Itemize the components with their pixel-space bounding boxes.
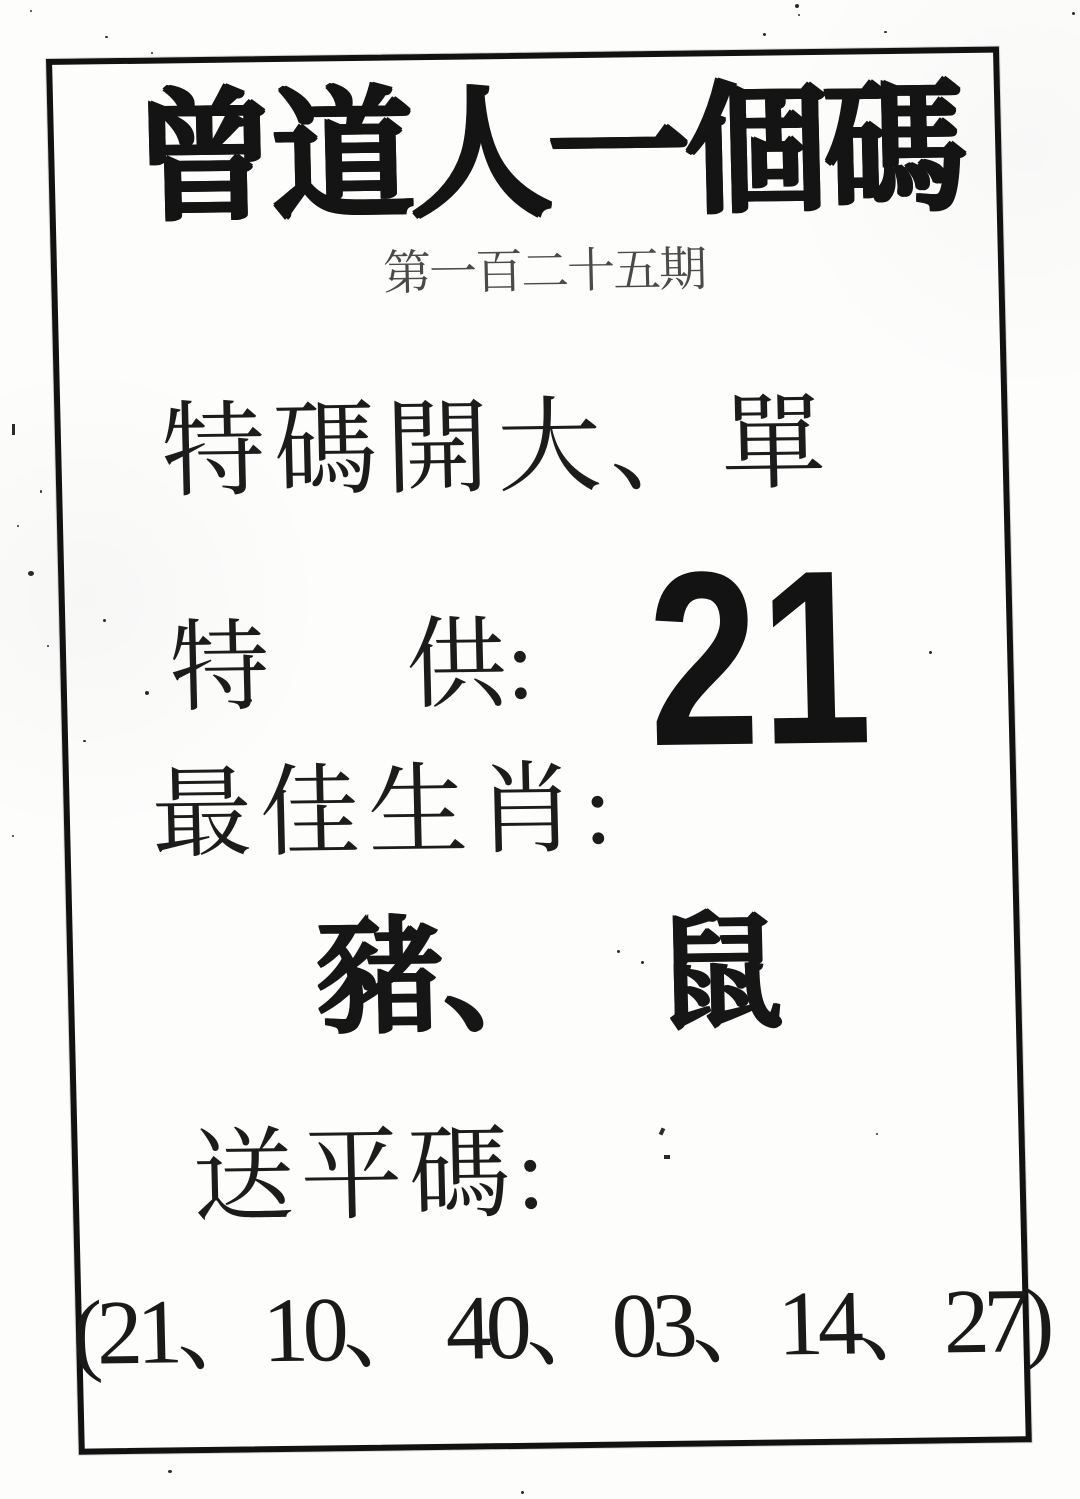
scan-speck <box>151 52 153 54</box>
scan-speck <box>28 571 34 576</box>
special-offer-label-left: 特 <box>168 612 271 725</box>
scan-speck <box>40 490 42 493</box>
scan-speck <box>12 835 14 837</box>
scan-speck <box>17 525 19 527</box>
scan-smudge <box>12 424 15 435</box>
scan-speck <box>798 14 800 16</box>
special-offer-label-right: 供: <box>405 608 536 722</box>
scan-speck <box>795 4 799 8</box>
scan-speck <box>763 33 766 36</box>
best-zodiac-label: 最佳生肖: <box>150 753 621 871</box>
forecast-line: 特碼開大、單 <box>159 386 835 511</box>
best-zodiac-animal-pig: 豬、 <box>314 907 570 1050</box>
scan-speck <box>30 10 32 12</box>
scan-speck <box>168 1470 172 1473</box>
scan-speck <box>884 31 887 33</box>
flyer-border-frame <box>46 47 1050 1455</box>
scan-speck <box>1072 12 1075 15</box>
scan-speck <box>521 1491 524 1494</box>
flyer-title: 曾道人一個碼 <box>130 69 963 238</box>
best-zodiac-animal-rat: 鼠 <box>654 904 784 1046</box>
scan-speck <box>47 645 49 647</box>
special-offer-number: 21 <box>644 517 876 799</box>
scan-speck <box>105 36 108 38</box>
issue-number: 第一百二十五期 <box>382 243 706 301</box>
bonus-numbers-list: (21、10、 40、03、14、27) <box>70 1269 1050 1384</box>
bonus-numbers-label: 送平碼: <box>191 1117 553 1236</box>
